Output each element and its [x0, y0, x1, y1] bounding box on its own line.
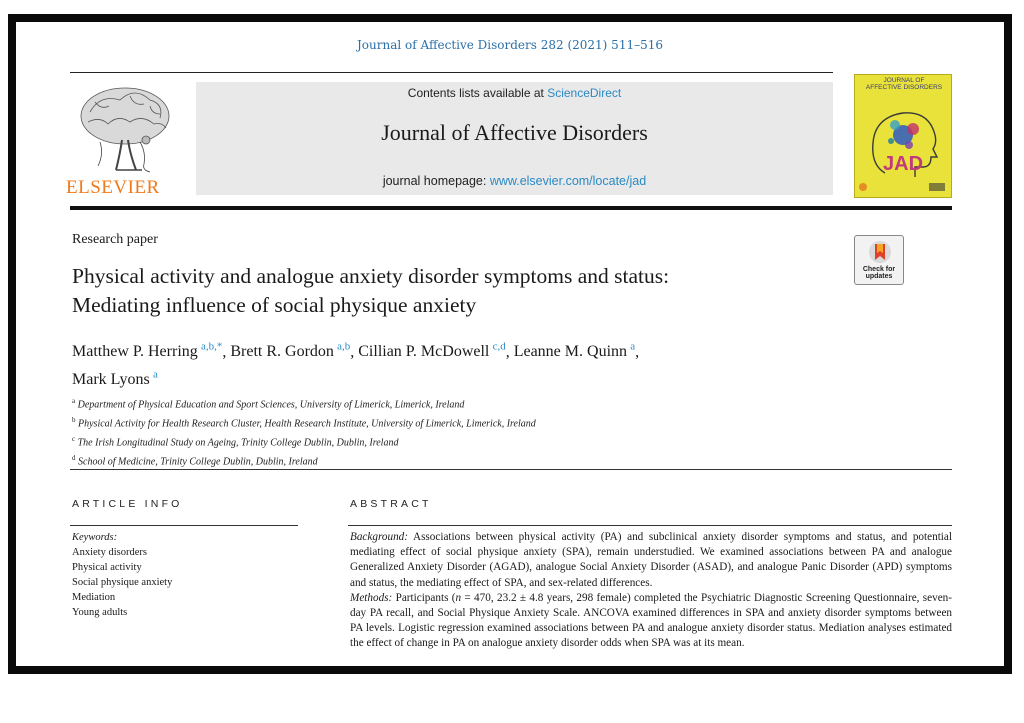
title-line2: Mediating influence of social physique anxiety [72, 293, 477, 317]
author[interactable] [230, 343, 350, 360]
page-frame [8, 14, 1012, 674]
author-affil-link[interactable]: a,b [337, 341, 351, 353]
abstract-heading: ABSTRACT [350, 498, 432, 510]
author-name: Leanne M. Quinn [513, 343, 628, 361]
author-separator: , [505, 343, 514, 361]
author-affil-link[interactable]: c,d [492, 341, 506, 353]
affiliation-key: a [72, 397, 76, 405]
keyword: Anxiety disorders [72, 547, 147, 558]
author-affil-link[interactable]: a [152, 368, 158, 381]
journal-banner [196, 82, 833, 195]
author-name: Mark Lyons [72, 370, 150, 388]
keywords-label: Keywords: [72, 532, 118, 543]
author-separator: , [635, 343, 640, 361]
keyword: Physical activity [72, 562, 142, 573]
check-line1: Check for [862, 266, 896, 273]
contents-line [196, 86, 833, 100]
methods-n: n [455, 591, 462, 604]
affiliation-text: Department of Physical Education and Sport Sciences, University of Limerick, Limerick, Ireland [77, 399, 465, 411]
affiliation-text: Physical Activity for Health Research Cluster, Health Research Institute, University of Limerick, Limerick, Ireland [78, 418, 536, 430]
author-name: Cillian P. McDowell [358, 343, 490, 361]
journal-title: Journal of Affective Disorders [381, 120, 648, 145]
abstract-rule [348, 525, 952, 526]
author-list [72, 336, 832, 391]
background-text: Associations between physical activity (PA) and subclinical anxiety disorder symptoms and status, and potential mediating effect of social physique anxiety (SPA), remain understudied. We examined associations between PA and analogue Generalized Anxiety Disorder (AGAD), analogue Social Anxiety Disorder (ASAD), and analogue Panic Disorder (APD) symptoms and status, the mediating effect of SPA, and sex-related differences. [350, 531, 952, 589]
cover-title-line1: JOURNAL OF [883, 77, 925, 84]
cover-logo-text: JAD [883, 153, 924, 175]
keywords-block [72, 530, 300, 620]
header-thick-rule [70, 206, 952, 210]
affiliation [72, 432, 832, 451]
author[interactable] [358, 343, 505, 360]
affiliation [72, 394, 832, 413]
methods-text-1: Participants ( [392, 591, 456, 604]
author[interactable] [72, 368, 158, 388]
author-name: Brett R. Gordon [230, 343, 334, 361]
affiliation [72, 413, 832, 432]
contents-prefix: Contents lists available at [407, 86, 548, 100]
homepage-link[interactable]: www.elsevier.com/locate/jad [489, 174, 647, 188]
bookmark-icon [868, 240, 892, 266]
abstract-background [350, 530, 952, 591]
article-title [72, 262, 832, 320]
check-for-updates-label [855, 266, 903, 280]
title-line1: Physical activity and analogue anxiety disorder symptoms and status: [72, 264, 670, 288]
author[interactable] [72, 343, 222, 360]
author-affil-link[interactable]: a [630, 341, 636, 353]
affiliation-key: d [72, 454, 76, 463]
affiliation [72, 451, 832, 470]
article-type: Research paper [72, 232, 158, 247]
journal-homepage-line [196, 174, 833, 188]
article-info-rule [70, 525, 298, 526]
keyword: Social physique anxiety [72, 577, 173, 588]
author-separator: , [350, 343, 359, 361]
affiliation-text: The Irish Longitudinal Study on Ageing, Trinity College Dublin, Dublin, Ireland [77, 437, 399, 449]
affiliation-text: School of Medicine, Trinity College Dublin, Dublin, Ireland [78, 456, 318, 468]
elsevier-wordmark[interactable]: ELSEVIER [66, 177, 160, 198]
abstract-methods [350, 591, 952, 652]
affiliation-key: c [72, 435, 76, 444]
keyword: Young adults [72, 607, 128, 618]
journal-citation[interactable]: Journal of Affective Disorders 282 (2021) 511–516 [357, 38, 663, 52]
affiliation-list [72, 394, 832, 471]
methods-text-2: = 470, 23.2 ± 4.8 years, 298 female) completed the Psychiatric Diagnostic Screening Questionnaire, seven-day PA recall, and Social Physique Anxiety Scale. ANCOVA examined differences in SPA and anxiety disorder symptoms between PA levels. Logistic regression examined associations between PA and analogue anxiety disorder status. Mediation analyses estimated the effect of change in PA on analogue anxiety disorder odds when SPA was at its mean. [350, 591, 952, 650]
check-for-updates-button[interactable] [854, 235, 904, 285]
author[interactable] [514, 343, 635, 360]
background-label: Background: [350, 531, 408, 543]
cover-title-line2: AFFECTIVE DISORDERS [865, 84, 943, 91]
author-affil-link[interactable]: a,b,* [200, 341, 223, 353]
article-info-heading: ARTICLE INFO [72, 498, 183, 510]
check-line2: updates [865, 273, 893, 280]
author-separator: , [222, 343, 231, 361]
abstract-body [350, 530, 952, 652]
homepage-prefix: journal homepage: [382, 174, 490, 188]
header-rule [70, 72, 833, 73]
affiliation-key: b [72, 416, 76, 425]
keyword: Mediation [72, 592, 116, 603]
journal-cover-image[interactable] [854, 74, 952, 198]
author-name: Matthew P. Herring [72, 343, 198, 361]
methods-label: Methods: [350, 591, 393, 604]
sciencedirect-link[interactable]: ScienceDirect [547, 86, 622, 100]
section-rule [70, 469, 952, 470]
